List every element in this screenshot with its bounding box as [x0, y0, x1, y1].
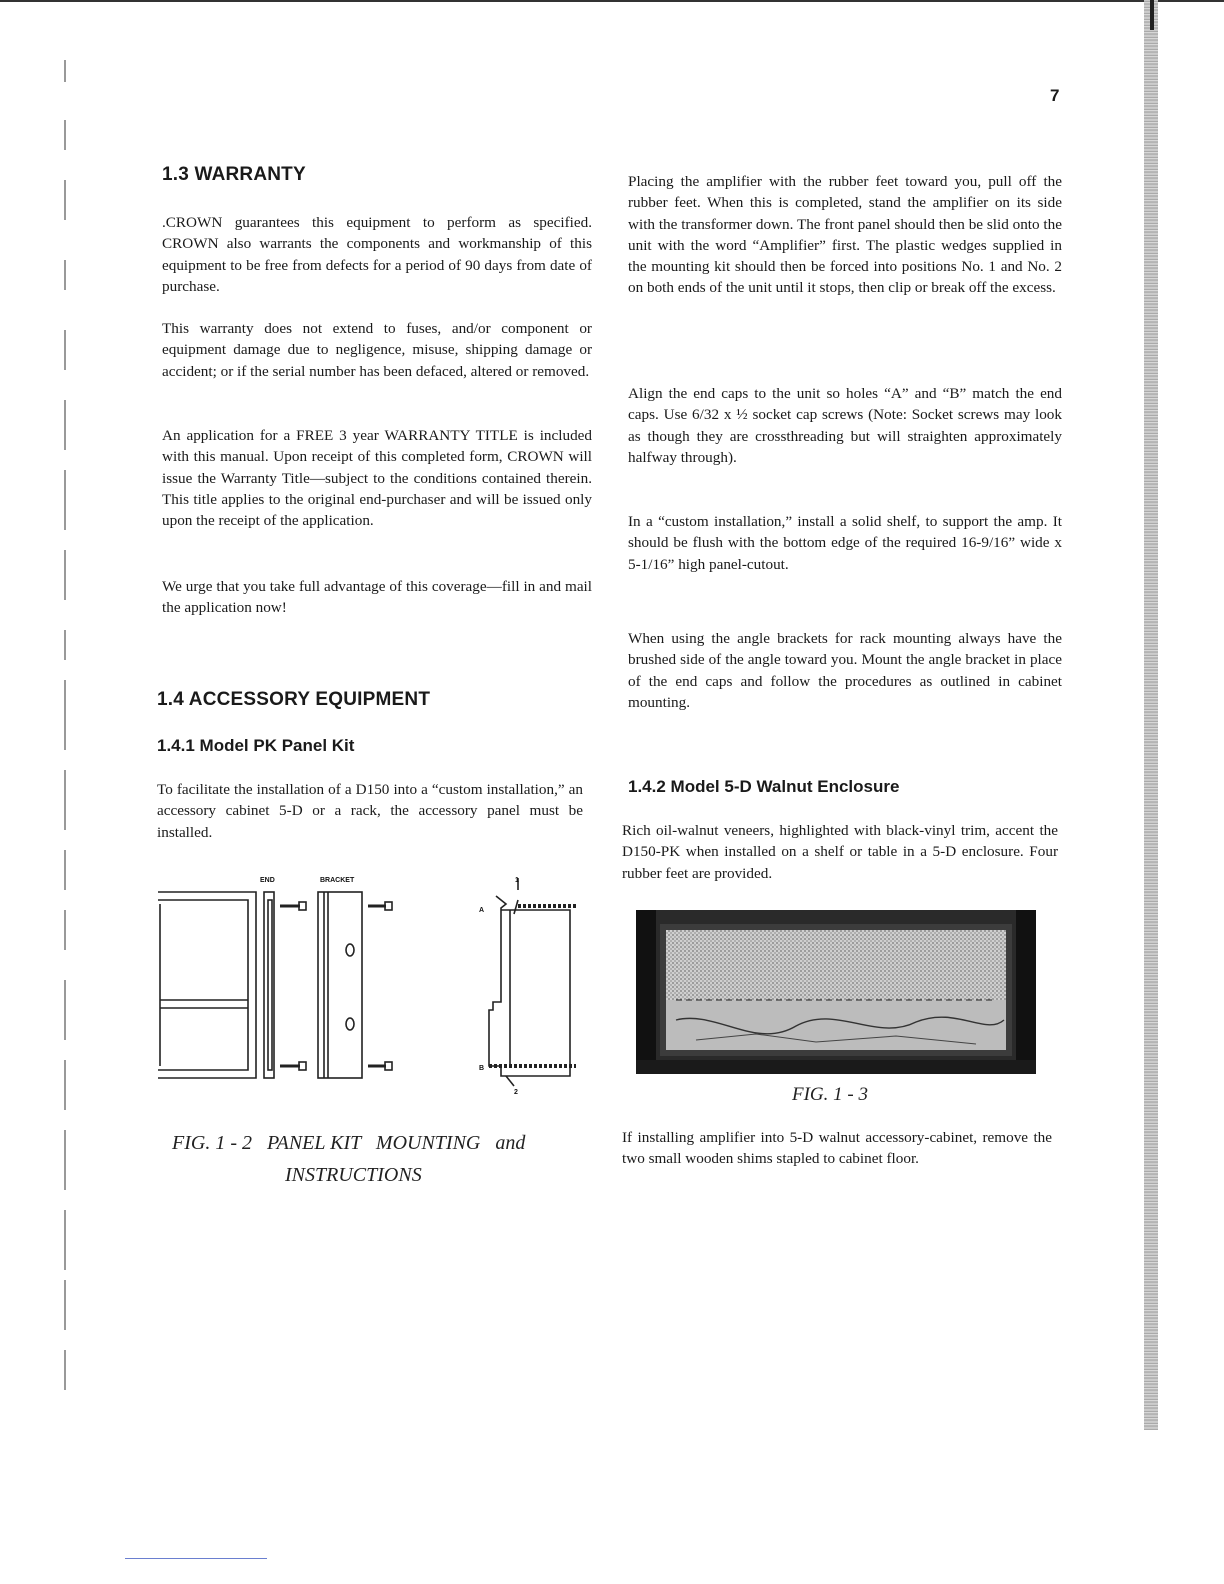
scan-edge-shading: [1144, 0, 1158, 1430]
walnut-enclosure-heading: 1.4.2 Model 5-D Walnut Enclosure: [628, 777, 900, 796]
right-paragraph-3: In a “custom installation,” install a solid shelf, to support the amp. It should be flush with the bottom edge of the required 16-9/16” wide x 5-1/16” high panel-cutout.: [628, 513, 1062, 573]
label-a: A: [479, 907, 485, 914]
figure-1-3-caption: FIG. 1 - 3: [792, 1084, 868, 1105]
right-paragraph-1: Placing the amplifier with the rubber feet toward you, pull off the rubber feet. When this is completed, stand the amplifier on its side with the transformer down. The front panel should then be slid onto the unit with the word “Amplifier” first. The plastic wedges supplied in the mounting kit should then be forced into positions No. 1 and No. 2 on both ends of the unit until it stops, then clip or break off the excess.: [628, 173, 1062, 297]
footnote-rule: [125, 1558, 267, 1559]
figure-1-2-caption-line-1: FIG. 1 - 2 PANEL KIT MOUNTING and: [172, 1132, 526, 1154]
page-number: 7: [1050, 86, 1060, 105]
label-2: 2: [514, 1089, 518, 1096]
left-margin-scan-marks: [58, 30, 88, 1410]
walnut-enclosure-photo: [636, 910, 1036, 1080]
warranty-paragraph-2: This warranty does not extend to fuses, and/or component or equipment damage due to negligence, misuse, shipping damage or accident; or if the serial number has been defaced, altered or removed.: [162, 320, 592, 380]
panel-kit-heading: 1.4.1 Model PK Panel Kit: [157, 736, 355, 755]
right-paragraph-2: Align the end caps to the unit so holes “A” and “B” match the end caps. Use 6/32 x ½ socket cap screws (Note: Socket screws may look as though they are crossthreading but will straighten approximately halfway through).: [628, 385, 1062, 466]
warranty-paragraph-1: .CROWN guarantees this equipment to perform as specified. CROWN also warrants the components and workmanship of this equipment to be free from defects for a period of 90 days from date of purchase.: [162, 214, 592, 295]
walnut-enclosure-drawing: [636, 910, 1036, 1080]
warranty-paragraph-4: We urge that you take full advantage of this coverage—fill in and mail the application now!: [162, 578, 592, 617]
accessory-heading: 1.4 ACCESSORY EQUIPMENT: [157, 689, 431, 710]
right-paragraph-4: When using the angle brackets for rack mounting always have the brushed side of the angle toward you. Mount the angle bracket in place of the end caps and follow the procedures as outlined in cabinet mounting.: [628, 630, 1062, 711]
walnut-install-note: If installing amplifier into 5-D walnut accessory-cabinet, remove the two small wooden shims stapled to cabinet floor.: [622, 1129, 1052, 1168]
label-1: 1: [515, 877, 519, 884]
figure-1-2-caption-line-2: INSTRUCTIONS: [285, 1164, 422, 1186]
warranty-paragraph-3: An application for a FREE 3 year WARRANTY TITLE is included with this manual. Upon receipt of this completed form, CROWN will issue the Warranty Title—subject to the conditions contained therein. This title applies to the original end-purchaser and will be issued only upon the receipt of the application.: [162, 427, 592, 530]
panel-kit-drawing: [156, 870, 586, 1100]
warranty-heading: 1.3 WARRANTY: [162, 164, 306, 185]
scan-edge-mark: [1150, 0, 1154, 30]
walnut-enclosure-text: Rich oil-walnut veneers, highlighted with black-vinyl trim, accent the D150-PK when installed on a shelf or table in a 5-D enclosure. Four rubber feet are provided.: [622, 822, 1058, 882]
label-bracket: BRACKET: [320, 877, 355, 884]
label-b: B: [479, 1065, 485, 1072]
panel-kit-text: To facilitate the installation of a D150 into a “custom installation,” an accessory cabinet 5-D or a rack, the accessory panel must be installed.: [157, 781, 583, 841]
page-top-border: [0, 0, 1224, 8]
panel-kit-diagram: [156, 870, 586, 1100]
label-end: END: [260, 877, 275, 884]
